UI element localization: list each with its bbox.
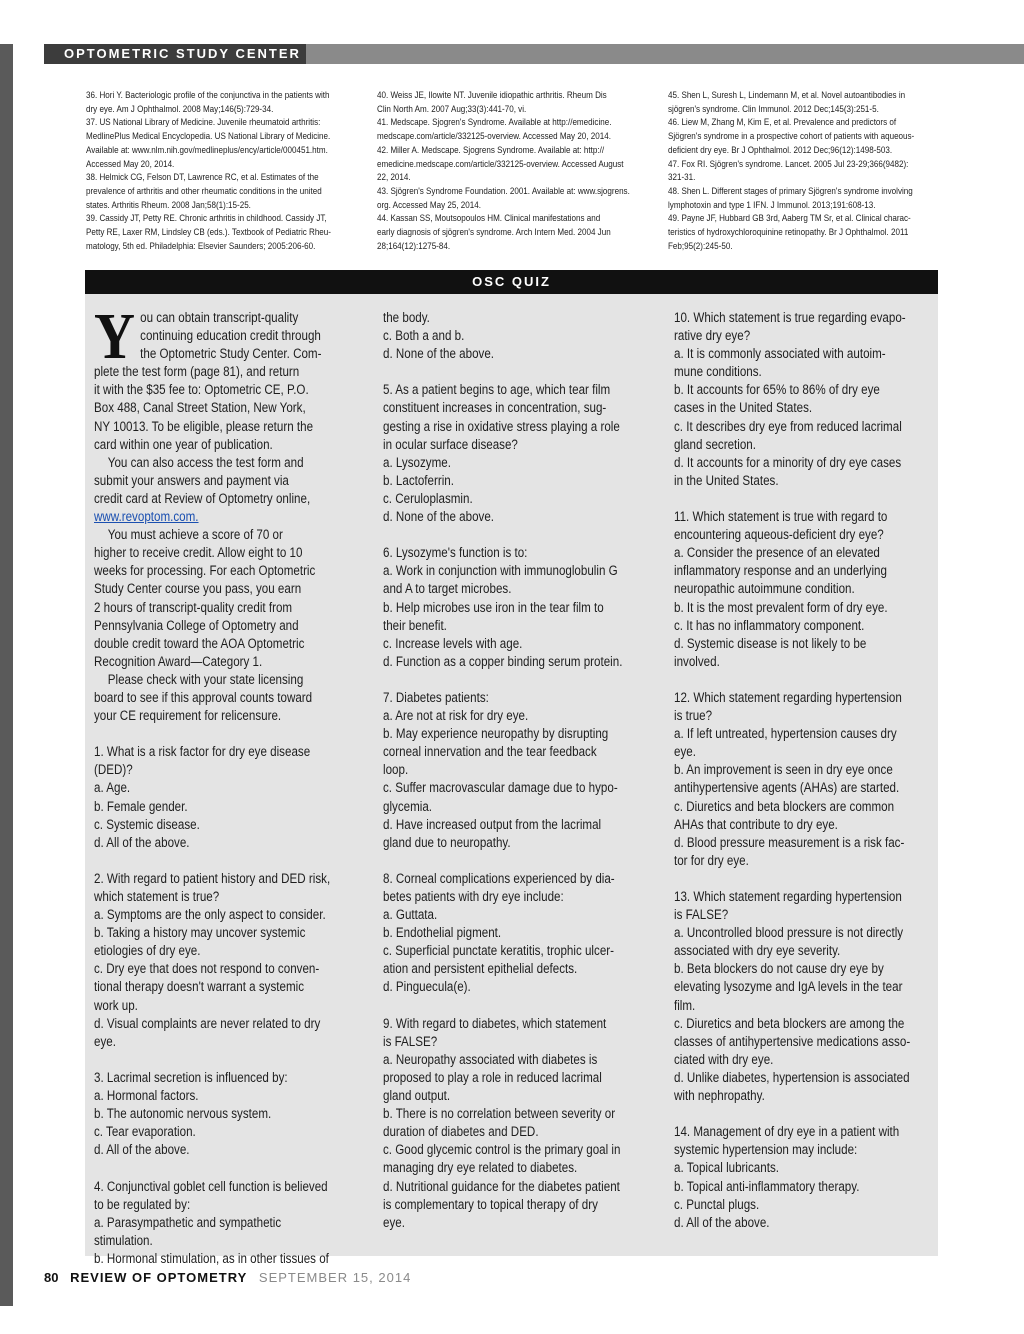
references-column-2 (377, 88, 657, 252)
text-line: work up. (94, 997, 138, 1013)
text-line: 11. Which statement is true with regard to (674, 509, 888, 525)
page-number: 80 (44, 1270, 59, 1285)
text-line: d. All of the above. (94, 834, 190, 850)
text-line: b. Topical anti-inflammatory therapy. (674, 1178, 860, 1194)
text-line: involved. (674, 653, 720, 669)
spacer (383, 363, 650, 381)
dropcap: Y (94, 300, 135, 373)
text-line: 7. Diabetes patients: (383, 689, 489, 705)
text-line: c. Diuretics and beta blockers are common (674, 798, 895, 814)
text-line: 6. Lysozyme's function is to: (383, 545, 528, 561)
references-column-3 (668, 88, 943, 252)
text-line: d. Visual complaints are never related to dry (94, 1015, 321, 1031)
text-line: 1. What is a risk factor for dry eye disease (94, 744, 311, 760)
intro-line: continuing education credit through (140, 328, 321, 344)
text-line: gesting a rise in oxidative stress playing a role (383, 418, 620, 434)
left-edge-bar (0, 44, 13, 1306)
text-line: a. Age. (94, 780, 131, 796)
text-line: encountering aqueous-deficient dry eye? (674, 527, 884, 543)
text-line: glycemia. (383, 798, 433, 814)
intro-line: board to see if this approval counts toward (94, 689, 313, 705)
intro-line: Pennsylvania College of Optometry and (94, 617, 299, 633)
text-line: teristics of hydroxychloroquinine retinopathy. Br J Ophthalmol. 2011 (668, 226, 909, 238)
text-line: d. Unlike diabetes, hypertension is associated (674, 1069, 910, 1085)
text-line: c. Suffer macrovascular damage due to hypo- (383, 780, 618, 796)
text-line: gland due to neuropathy. (383, 834, 511, 850)
spacer (94, 725, 361, 743)
text-line: which statement is true? (94, 889, 220, 904)
text-line: (DED)? (94, 762, 133, 778)
text-line: prevalence of arthritis and other rheumatic conditions in the united (86, 184, 322, 196)
text-line: ation and persistent epithelial defects. (383, 961, 578, 977)
text-line: d. Blood pressure measurement is a risk fac- (674, 834, 905, 850)
text-line: their benefit. (383, 617, 447, 633)
intro-line: higher to receive credit. Allow eight to 10 (94, 545, 303, 561)
text-line: 39. Cassidy JT, Petty RE. Chronic arthritis in childhood. Cassidy JT, (86, 212, 327, 224)
spacer (94, 1159, 361, 1177)
text-line: c. Both a and b. (383, 328, 465, 344)
text-line: to be regulated by: (94, 1196, 191, 1212)
intro-line: ou can obtain transcript-quality (140, 310, 299, 325)
text-line: 37. US National Library of Medicine. Juvenile rheumatoid arthritis: (86, 116, 321, 128)
intro-line: double credit toward the AOA Optometric (94, 635, 305, 651)
text-line: the body. (383, 310, 430, 325)
text-line: 45. Shen L, Suresh L, Lindemann M, et al. Novel autoantibodies in (668, 89, 906, 100)
text-line: emedicine.medscape.com/article/332125-overview. Accessed August (377, 157, 624, 169)
text-line: c. Ceruloplasmin. (383, 490, 473, 506)
text-line: gland output. (383, 1088, 451, 1104)
spacer (94, 1051, 361, 1069)
text-line: d. Function as a copper binding serum protein. (383, 653, 623, 669)
intro-line: NY 10013. To be eligible, please return the (94, 418, 314, 434)
page-footer (44, 1270, 411, 1285)
text-line: c. Diuretics and beta blockers are among the (674, 1015, 905, 1031)
text-line: proposed to play a role in reduced lacrimal (383, 1069, 602, 1085)
text-line: a. Are not at risk for dry eye. (383, 708, 529, 724)
text-line: ciated with dry eye. (674, 1051, 774, 1067)
text-line: 41. Medscape. Sjogren's Syndrome. Available at http://emedicine. (377, 116, 612, 128)
intro-line: card within one year of publication. (94, 436, 273, 452)
text-line: 43. Sjögren's Syndrome Foundation. 2001. Available at: www.sjogrens. (377, 184, 630, 196)
text-line: deficient dry eye. Br J Ophthalmol. 2012 Dec;96(12):1498-503. (668, 143, 893, 155)
spacer (674, 671, 941, 689)
text-line: c. Dry eye that does not respond to conven- (94, 961, 320, 977)
text-line: mune conditions. (674, 364, 762, 380)
text-line: sjögren's syndrome. Clin Immunol. 2012 Dec;145(3):251-5. (668, 102, 879, 114)
publication-name: REVIEW OF OPTOMETRY (70, 1270, 248, 1285)
text-line: c. It has no inflammatory component. (674, 617, 865, 633)
text-line: c. Increase levels with age. (383, 635, 523, 651)
intro-line: Recognition Award—Category 1. (94, 653, 263, 669)
text-line: 2. With regard to patient history and DED risk, (94, 870, 331, 886)
text-line: is complementary to topical therapy of dry (383, 1196, 598, 1212)
text-line: c. Tear evaporation. (94, 1124, 196, 1140)
intro-line: the Optometric Study Center. Com- (140, 346, 322, 362)
text-line: a. Consider the presence of an elevated (674, 545, 880, 561)
text-line: a. Parasympathetic and sympathetic (94, 1214, 282, 1230)
intro-line: Please check with your state licensing (107, 671, 304, 687)
spacer (94, 852, 361, 870)
text-line: 10. Which statement is true regarding evapo- (674, 310, 906, 325)
text-line: a. Symptoms are the only aspect to consider. (94, 907, 326, 923)
text-line: is FALSE? (383, 1033, 438, 1049)
text-line: a. Hormonal factors. (94, 1088, 199, 1104)
text-line: a. Guttata. (383, 907, 438, 923)
text-line: b. There is no correlation between severity or (383, 1106, 616, 1122)
text-line: medscape.com/article/332125-overview. Accessed May 20, 2014. (377, 130, 611, 142)
text-line: b. It is the most prevalent form of dry eye. (674, 599, 888, 615)
intro-line: your CE requirement for relicensure. (94, 708, 282, 724)
text-line: Sjögren's syndrome in a prospective cohort of patients with aqueous- (668, 130, 915, 142)
text-line: matology, 5th ed. Philadelphia: Elsevier Saunders; 2005:206-60. (86, 239, 316, 251)
text-line: Clin North Am. 2007 Aug;33(3):441-70, vi. (377, 102, 527, 114)
text-line: 28;164(12):1275-84. (377, 239, 451, 251)
intro-line: it with the $35 fee to: Optometric CE, P.O. (94, 382, 309, 398)
text-line: c. Good glycemic control is the primary goal in (383, 1142, 621, 1158)
text-line: Available at: www.nlm.nih.gov/medlineplus/ency/article/000451.htm. (86, 143, 328, 155)
spacer (674, 870, 941, 888)
quiz-intro (94, 300, 361, 725)
text-line: b. Endothelial pigment. (383, 925, 502, 941)
text-line: a. It is commonly associated with autoim- (674, 346, 886, 362)
text-line: 44. Kassan SS, Moutsopoulos HM. Clinical manifestations and (377, 212, 601, 224)
text-line: 48. Shen L. Different stages of primary Sjögren's syndrome involving (668, 184, 913, 196)
text-line: 36. Hori Y. Bacteriologic profile of the conjunctiva in the patients with (86, 89, 330, 100)
intro-line: Box 488, Canal Street Station, New York, (94, 400, 306, 416)
quiz-column-2 (383, 309, 650, 1232)
text-line: cases in the United States. (674, 400, 813, 416)
text-line: b. Lactoferrin. (383, 472, 454, 488)
text-line: a. Neuropathy associated with diabetes is (383, 1051, 598, 1067)
text-line: Petty RE, Laxer RM, Lindsley CB (eds.). Textbook of Pediatric Rheu- (86, 226, 331, 238)
intro-line: Study Center course you pass, you earn (94, 581, 302, 597)
text-line: a. Uncontrolled blood pressure is not directly (674, 925, 904, 941)
text-line: elevating lysozyme and IgA levels in the tear (674, 979, 903, 995)
text-line: 13. Which statement regarding hypertension (674, 889, 902, 904)
text-line: in ocular surface disease? (383, 436, 518, 452)
text-line: eye. (94, 1033, 116, 1049)
text-line: d. Nutritional guidance for the diabetes patient (383, 1178, 620, 1194)
text-line: b. Hormonal stimulation, as in other tissues of (94, 1250, 329, 1266)
text-line: d. All of the above. (674, 1214, 770, 1230)
intro-line: You can also access the test form and (107, 454, 304, 470)
text-line: 8. Corneal complications experienced by dia- (383, 870, 615, 886)
text-line: a. Work in conjunction with immunoglobulin G (383, 563, 618, 579)
text-line: corneal innervation and the tear feedback (383, 744, 597, 760)
spacer (383, 852, 650, 870)
text-line: tor for dry eye. (674, 852, 749, 868)
text-line: 49. Payne JF, Hubbard GB 3rd, Aaberg TM Sr, et al. Clinical charac- (668, 212, 911, 224)
text-line: b. An improvement is seen in dry eye once (674, 762, 893, 778)
text-line: managing dry eye related to diabetes. (383, 1160, 578, 1176)
text-line: Feb;95(2):245-50. (668, 239, 733, 251)
text-line: film. (674, 997, 696, 1013)
text-line: d. Have increased output from the lacrimal (383, 816, 602, 832)
text-line: rative dry eye? (674, 328, 751, 344)
text-line: b. It accounts for 65% to 86% of dry eye (674, 382, 880, 398)
text-line: 47. Fox RI. Sjögren's syndrome. Lancet. 2005 Jul 23-29;366(9482): (668, 157, 909, 169)
text-line: is true? (674, 708, 713, 724)
text-line: a. Lysozyme. (383, 454, 451, 470)
spacer (674, 490, 941, 508)
text-line: 42. Miller A. Medscape. Sjogrens Syndrome. Available at: http:// (377, 143, 605, 155)
text-line: 4. Conjunctival goblet cell function is believed (94, 1178, 328, 1194)
spacer (674, 1105, 941, 1123)
text-line: d. It accounts for a minority of dry eye cases (674, 454, 902, 470)
text-line: c. It describes dry eye from reduced lacrimal (674, 418, 902, 434)
text-line: 5. As a patient begins to age, which tear film (383, 382, 611, 398)
text-line: 46. Liew M, Zhang M, Kim E, et al. Prevalence and predictors of (668, 116, 897, 128)
quiz-column-3 (674, 309, 941, 1232)
text-line: systemic hypertension may include: (674, 1142, 858, 1158)
text-line: c. Superficial punctate keratitis, trophic ulcer- (383, 943, 615, 959)
intro-line: credit card at Review of Optometry online, (94, 490, 311, 506)
text-line: 12. Which statement regarding hypertension (674, 689, 902, 705)
section-header: OPTOMETRIC STUDY CENTER (44, 44, 306, 64)
text-line: antihypertensive agents (AHAs) are started. (674, 780, 900, 796)
text-line: gland secretion. (674, 436, 756, 452)
text-line: b. The autonomic nervous system. (94, 1106, 272, 1122)
text-line: b. Beta blockers do not cause dry eye by (674, 961, 884, 977)
text-line: 40. Weiss JE, Ilowite NT. Juvenile idiopathic arthritis. Rheum Dis (377, 89, 607, 100)
quiz-title: OSC QUIZ (472, 274, 551, 289)
text-line: 22, 2014. (377, 171, 411, 183)
text-line: b. Help microbes use iron in the tear film to (383, 599, 604, 615)
text-line: and A to target microbes. (383, 581, 512, 597)
text-line: d. All of the above. (94, 1142, 190, 1158)
text-line: 14. Management of dry eye in a patient with (674, 1124, 900, 1140)
text-line: 3. Lacrimal secretion is influenced by: (94, 1069, 288, 1085)
text-line: MedlinePlus Medical Encyclopedia. US National Library of Medicine. (86, 130, 331, 142)
text-line: AHAs that contribute to dry eye. (674, 816, 838, 832)
text-line: 9. With regard to diabetes, which statement (383, 1015, 607, 1031)
intro-line: submit your answers and payment via (94, 472, 289, 488)
text-line: c. Punctal plugs. (674, 1196, 760, 1212)
website-link[interactable]: www.revoptom.com. (94, 509, 199, 525)
text-line: lymphotoxin and type 1 IFN. J Immunol. 2013;191:608-13. (668, 198, 876, 210)
text-line: associated with dry eye severity. (674, 943, 841, 959)
spacer (383, 526, 650, 544)
text-line: 38. Helmick CG, Felson DT, Lawrence RC, et al. Estimates of the (86, 171, 319, 183)
text-line: 321-31. (668, 171, 696, 183)
text-line: d. None of the above. (383, 509, 495, 525)
text-line: b. Taking a history may uncover systemic (94, 925, 306, 941)
text-line: inflammatory response and an underlying (674, 563, 887, 579)
text-line: in the United States. (674, 472, 779, 488)
text-line: d. None of the above. (383, 346, 495, 362)
intro-line: You must achieve a score of 70 or (107, 527, 283, 543)
intro-line: weeks for processing. For each Optometric (94, 563, 316, 579)
issue-date: SEPTEMBER 15, 2014 (258, 1270, 412, 1285)
text-line: with nephropathy. (674, 1088, 765, 1104)
text-line: b. May experience neuropathy by disrupting (383, 726, 609, 742)
text-line: etiologies of dry eye. (94, 943, 201, 959)
spacer (383, 997, 650, 1015)
text-line: b. Female gender. (94, 798, 188, 814)
text-line: is FALSE? (674, 907, 729, 923)
intro-line: plete the test form (page 81), and return (94, 364, 300, 380)
text-line: early diagnosis of sjögren's syndrome. Arch Intern Med. 2004 Jun (377, 226, 611, 238)
intro-line: 2 hours of transcript-quality credit from (94, 599, 293, 615)
text-line: a. Topical lubricants. (674, 1160, 779, 1176)
text-line: c. Systemic disease. (94, 816, 200, 832)
text-line: states. Arthritis Rheum. 2008 Jan;58(1):15-25. (86, 198, 251, 210)
text-line: d. Systemic disease is not likely to be (674, 635, 867, 651)
text-line: classes of antihypertensive medications asso- (674, 1033, 911, 1049)
quiz-column-1 (94, 300, 361, 1268)
text-line: org. Accessed May 25, 2014. (377, 198, 481, 210)
text-line: d. Pinguecula(e). (383, 979, 471, 995)
text-line: neuropathic autoimmune condition. (674, 581, 855, 597)
text-line: tional therapy doesn't warrant a systemic (94, 979, 305, 995)
text-line: constituent increases in concentration, sug- (383, 400, 607, 416)
text-line: stimulation. (94, 1232, 153, 1248)
text-line: eye. (383, 1214, 405, 1230)
text-line: betes patients with dry eye include: (383, 889, 564, 904)
text-line: duration of diabetes and DED. (383, 1124, 539, 1140)
text-line: loop. (383, 762, 409, 778)
text-line: Accessed May 20, 2014. (86, 157, 175, 169)
text-line: eye. (674, 744, 696, 760)
spacer (383, 671, 650, 689)
text-line: dry eye. Am J Ophthalmol. 2008 May;146(5):729-34. (86, 102, 274, 114)
text-line: a. If left untreated, hypertension causes dry (674, 726, 897, 742)
